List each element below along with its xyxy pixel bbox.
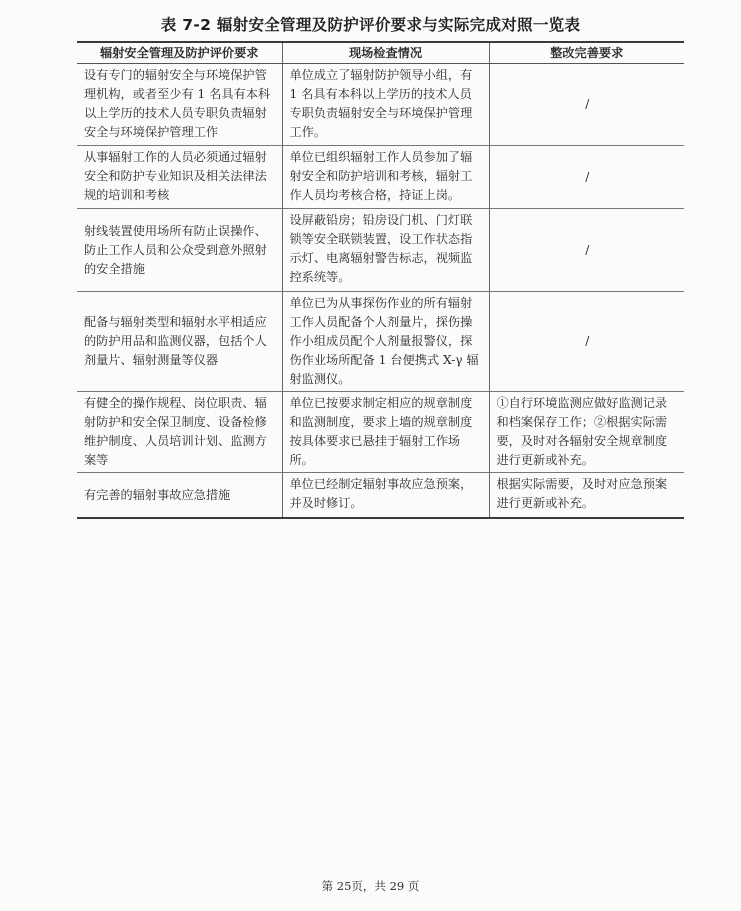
requirement-cell: 配备与辐射类型和辐射水平相适应的防护用品和监测仪器，包括个人剂量片、辐射测量等仪器 [77, 292, 282, 392]
requirement-cell: 有完善的辐射事故应急措施 [77, 473, 282, 519]
table-row [77, 292, 684, 392]
requirement-cell: 射线装置使用场所有防止误操作、防止工作人员和公众受到意外照射的安全措施 [77, 209, 282, 292]
inspection-cell: 单位已组织辐射工作人员参加了辐射安全和防护培训和考核，辐射工作人员均考核合格，持证上岗。 [282, 146, 489, 209]
inspection-cell: 设屏蔽铅房；铅房设门机、门灯联锁等安全联锁装置，设工作状态指示灯、电离辐射警告标志，视频监控系统等。 [282, 209, 489, 292]
requirement-cell: 设有专门的辐射安全与环境保护管理机构，或者至少有 1 名具有本科以上学历的技术人员专职负责辐射安全与环境保护管理工作 [77, 64, 282, 146]
header-inspection: 现场检查情况 [282, 42, 489, 64]
rectification-cell: 根据实际需要，及时对应急预案进行更新或补充。 [489, 473, 684, 519]
inspection-cell: 单位已按要求制定相应的规章制度和监测制度，要求上墙的规章制度按具体要求已悬挂于辐射工作场所。 [282, 392, 489, 473]
comparison-table [77, 41, 684, 519]
table-row [77, 473, 684, 519]
rectification-cell: ①自行环境监测应做好监测记录和档案保存工作；②根据实际需要，及时对各辐射安全规章制度进行更新或补充。 [489, 392, 684, 473]
table-row [77, 209, 684, 292]
requirement-cell: 有健全的操作规程、岗位职责、辐射防护和安全保卫制度、设备检修维护制度、人员培训计划、监测方案等 [77, 392, 282, 473]
rectification-cell: / [489, 209, 684, 292]
inspection-cell: 单位成立了辐射防护领导小组，有 1 名具有本科以上学历的技术人员专职负责辐射安全与环境保护管理工作。 [282, 64, 489, 146]
page-number: 第 25页，共 29 页 [321, 879, 420, 893]
rectification-cell: / [489, 146, 684, 209]
table-row [77, 64, 684, 146]
table-row [77, 146, 684, 209]
table-title: 表 7-2 辐射安全管理及防护评价要求与实际完成对照一览表 [160, 16, 581, 34]
table-row [77, 392, 684, 473]
requirement-cell: 从事辐射工作的人员必须通过辐射安全和防护专业知识及相关法律法规的培训和考核 [77, 146, 282, 209]
header-requirement: 辐射安全管理及防护评价要求 [77, 42, 282, 64]
rectification-cell: / [489, 64, 684, 146]
inspection-cell: 单位已为从事探伤作业的所有辐射工作人员配备个人剂量片，探伤操作小组成员配个人剂量报警仪，探伤作业场所配备 1 台便携式 X-γ 辐射监测仪。 [282, 292, 489, 392]
table-header-row [77, 42, 684, 64]
header-rectification: 整改完善要求 [489, 42, 684, 64]
rectification-cell: / [489, 292, 684, 392]
inspection-cell: 单位已经制定辐射事故应急预案，并及时修订。 [282, 473, 489, 519]
